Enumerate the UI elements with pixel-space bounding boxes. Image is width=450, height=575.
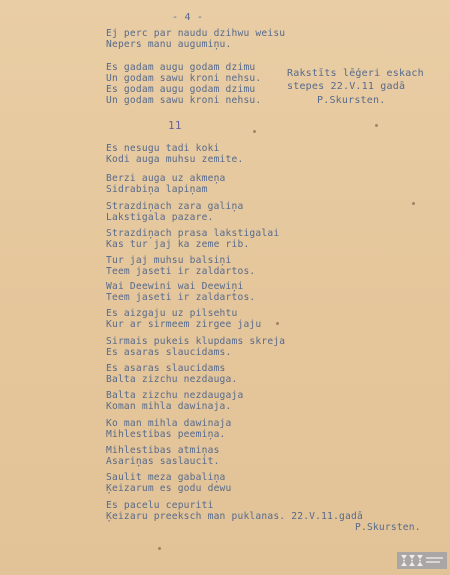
song2-line: Kodi auga muhsu zemite. xyxy=(106,154,244,165)
paper-speck xyxy=(375,124,378,127)
song2-line: Sidrabiņa lapiņam xyxy=(106,184,208,195)
song2-signature: P.Skursten. xyxy=(355,522,421,533)
song2-line: Es asaras slaucidams xyxy=(106,363,226,374)
song1-line: Un godam sawu kroni nehsu. xyxy=(106,95,262,106)
song2-line: Teem jaseti ir zaldartos. xyxy=(106,292,256,303)
song2-line: Sirmais pukeis klupdams skreja xyxy=(106,336,286,347)
song2-line: Kur ar sirmeem zirgee jaju xyxy=(106,319,262,330)
archive-logo-icon xyxy=(399,554,445,567)
song2-line: Ķeizarum es godu dewu xyxy=(106,483,232,494)
song2-line: Ķeizaru preeksch man puklanas. 22.V.11.gadā xyxy=(106,511,363,522)
archive-logo xyxy=(397,552,447,569)
side-note-line: Rakstīts lēģeri eskach xyxy=(287,68,424,79)
song1-line: Un godam sawu kroni nehsu. xyxy=(106,73,262,84)
paper-speck xyxy=(158,547,161,550)
song2-line: Teem jaseti ir zaldartos. xyxy=(106,266,256,277)
song1-line: Es gadam augu godam dzimu xyxy=(106,62,256,73)
song2-line: Balta zizchu nezdauga. xyxy=(106,374,238,385)
song1-line: Es godam augu godam dzimu xyxy=(106,84,256,95)
song2-line: Strazdiņach prasa lakstigalai xyxy=(106,228,280,239)
song1-line: Nepers manu augumiņu. xyxy=(106,39,232,50)
song2-line: Balta zizchu nezdaugaja xyxy=(106,390,244,401)
song2-line: Kas tur jaj ka zeme rib. xyxy=(106,239,250,250)
song2-line: Saulit meza gabaliņa xyxy=(106,472,226,483)
side-note-signature: P.Skursten. xyxy=(317,95,386,106)
song2-line: Strazdiņach zara galiņa xyxy=(106,201,244,212)
song2-line: Ko man mihla dawinaja xyxy=(106,418,232,429)
song2-line: Es pacelu cepuriti xyxy=(106,500,214,511)
song2-line: Koman mihla dawinaja. xyxy=(106,401,232,412)
paper-speck xyxy=(276,322,279,325)
section-number: 11 xyxy=(168,119,182,132)
song1-line: Ej perc par naudu dzihwu weisu xyxy=(106,28,286,39)
paper-speck xyxy=(412,202,415,205)
paper-speck xyxy=(253,130,256,133)
song2-line: Wai Deewini wai Deewiņi xyxy=(106,281,244,292)
side-note-line: stepes 22.V.11 gadā xyxy=(287,81,406,92)
song2-line: Lakstigala pazare. xyxy=(106,212,214,223)
page-number: - 4 - xyxy=(172,12,204,23)
song2-line: Berzi auga uz akmeņa xyxy=(106,173,226,184)
song2-line: Mihlestibas peemiņa. xyxy=(106,429,226,440)
song2-line: Es aizgaju uz pilsehtu xyxy=(106,308,238,319)
song2-line: Tur jaj muhsu balsiņi xyxy=(106,255,232,266)
song2-line: Es nesugu tadi koki xyxy=(106,143,220,154)
song2-line: Asariņas saslaucit. xyxy=(106,456,220,467)
song2-line: Es asaras slaucidams. xyxy=(106,347,232,358)
song2-line: Mihlestibas atmiņas xyxy=(106,445,220,456)
